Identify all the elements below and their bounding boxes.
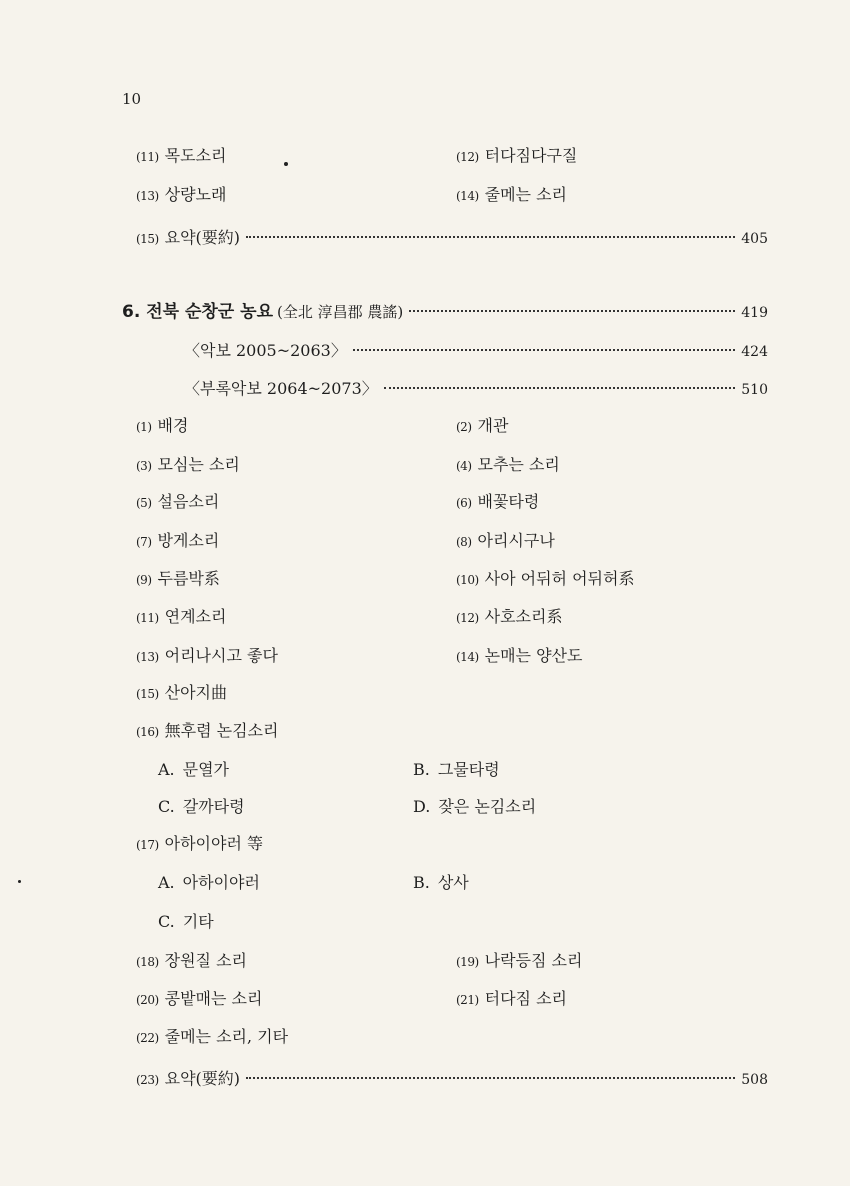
item-number: (15) — [136, 687, 159, 701]
item-text: 나락등짐 소리 — [484, 951, 583, 970]
toc-subitem — [413, 794, 536, 820]
item-text: 모심는 소리 — [157, 455, 240, 474]
toc-item — [136, 566, 220, 592]
toc-subitem — [158, 870, 260, 896]
toc-item — [136, 718, 278, 744]
item-number: (21) — [456, 993, 479, 1007]
item-text: 아하이야러 — [182, 873, 260, 892]
item-text: 상사 — [437, 873, 469, 892]
item-letter: A. — [158, 760, 175, 779]
item-number: (13) — [136, 650, 159, 664]
item-text: 상량노래 — [164, 185, 227, 204]
toc-item — [136, 604, 226, 630]
item-text: 연계소리 — [164, 607, 227, 626]
item-text: 아리시구나 — [477, 531, 555, 550]
item-number: (7) — [136, 535, 152, 549]
item-text: 산아지曲 — [164, 683, 228, 702]
item-text: 요약(要約) — [164, 228, 241, 247]
toc-sub-entry — [184, 338, 768, 364]
toc-subitem — [413, 870, 469, 896]
item-text: 두름박系 — [157, 569, 220, 588]
page-ref: 510 — [741, 382, 768, 398]
item-text: 〈부록악보 2064~2073〉 — [184, 379, 378, 398]
toc-item — [136, 1024, 288, 1050]
toc-item — [456, 528, 555, 554]
section-title: 6. 전북 순창군 농요 — [122, 302, 273, 322]
item-letter: B. — [413, 873, 430, 892]
toc-item — [136, 948, 247, 974]
item-text: 無후렴 논김소리 — [164, 721, 279, 740]
item-text: 줄메는 소리, 기타 — [164, 1027, 289, 1046]
item-text: 줄메는 소리 — [484, 185, 568, 204]
item-text: 논매는 양산도 — [484, 646, 583, 665]
item-text: 배경 — [157, 416, 189, 435]
toc-item — [456, 489, 539, 515]
toc-item — [136, 986, 262, 1012]
section-subtitle: (全北 淳昌郡 農謠) — [277, 303, 404, 321]
toc-item — [456, 452, 560, 478]
item-number: (3) — [136, 459, 152, 473]
toc-subitem — [158, 794, 245, 820]
section-heading — [122, 299, 768, 325]
item-text: 사아 어뒤허 어뒤허系 — [484, 569, 635, 588]
item-number: (23) — [136, 1073, 159, 1087]
toc-subitem — [158, 757, 229, 783]
item-number: (1) — [136, 420, 152, 434]
item-number: (20) — [136, 993, 159, 1007]
page-ref: 405 — [741, 231, 768, 247]
item-number: (4) — [456, 459, 472, 473]
item-number: (12) — [456, 611, 479, 625]
toc-sub-entry — [184, 376, 768, 402]
leader-dots — [353, 349, 735, 351]
item-number: (16) — [136, 725, 159, 739]
item-text: 개관 — [477, 416, 509, 435]
item-number: (13) — [136, 189, 159, 203]
page-ref: 419 — [741, 305, 768, 321]
item-text: 기타 — [182, 912, 214, 931]
toc-item — [136, 831, 263, 857]
toc-item — [456, 643, 582, 669]
item-text: 배꽃타령 — [477, 492, 540, 511]
page-ref: 424 — [741, 344, 768, 360]
item-number: (19) — [456, 955, 479, 969]
item-number: (22) — [136, 1031, 159, 1045]
item-number: (12) — [456, 150, 479, 164]
toc-subitem — [158, 909, 214, 935]
leader-dots — [246, 236, 735, 238]
item-text: 터다짐다구질 — [484, 146, 578, 165]
toc-summary-2 — [136, 1066, 768, 1092]
page-number: 10 — [122, 90, 142, 108]
stray-dot — [284, 162, 288, 166]
toc-item — [456, 986, 567, 1012]
item-letter: B. — [413, 760, 430, 779]
item-text: 어리나시고 좋다 — [164, 646, 278, 665]
item-number: (10) — [456, 573, 479, 587]
item-number: (2) — [456, 420, 472, 434]
item-text: 잦은 논김소리 — [438, 797, 537, 816]
item-number: (5) — [136, 496, 152, 510]
item-number: (14) — [456, 650, 479, 664]
item-text: 갈까타령 — [182, 797, 245, 816]
item-number: (14) — [456, 189, 479, 203]
stray-dot — [18, 880, 21, 883]
toc-item — [136, 489, 219, 515]
toc-item — [456, 143, 577, 169]
toc-item — [136, 452, 240, 478]
item-text: 콩밭매는 소리 — [164, 989, 263, 1008]
toc-item — [456, 948, 582, 974]
item-letter: A. — [158, 873, 175, 892]
item-text: 장원질 소리 — [164, 951, 248, 970]
toc-item — [456, 604, 562, 630]
item-text: 설음소리 — [157, 492, 220, 511]
toc-item — [136, 143, 226, 169]
toc-summary-1 — [136, 225, 768, 251]
item-text: 사호소리系 — [484, 607, 563, 626]
item-text: 방게소리 — [157, 531, 220, 550]
toc-item — [456, 413, 508, 439]
item-letter: D. — [413, 797, 431, 816]
leader-dots — [246, 1077, 735, 1079]
leader-dots — [409, 310, 735, 312]
item-text: 〈악보 2005~2063〉 — [184, 341, 347, 360]
item-text: 문열가 — [182, 760, 230, 779]
toc-item — [136, 643, 278, 669]
item-text: 목도소리 — [164, 146, 227, 165]
toc-item — [136, 528, 219, 554]
toc-item — [456, 566, 634, 592]
item-text: 아하이야러 等 — [164, 834, 264, 853]
toc-item — [136, 680, 227, 706]
page-ref: 508 — [741, 1072, 768, 1088]
item-letter: C. — [158, 797, 175, 816]
item-number: (9) — [136, 573, 152, 587]
item-text: 요약(要約) — [164, 1069, 241, 1088]
toc-item — [456, 182, 567, 208]
item-number: (18) — [136, 955, 159, 969]
item-number: (8) — [456, 535, 472, 549]
leader-dots — [384, 387, 736, 389]
item-number: (11) — [136, 611, 159, 625]
item-text: 터다짐 소리 — [484, 989, 568, 1008]
item-text: 그물타령 — [437, 760, 500, 779]
toc-item — [136, 413, 188, 439]
item-number: (17) — [136, 838, 159, 852]
item-number: (15) — [136, 232, 159, 246]
item-letter: C. — [158, 912, 175, 931]
toc-item — [136, 182, 226, 208]
item-number: (6) — [456, 496, 472, 510]
toc-subitem — [413, 757, 500, 783]
item-number: (11) — [136, 150, 159, 164]
item-text: 모추는 소리 — [477, 455, 560, 474]
